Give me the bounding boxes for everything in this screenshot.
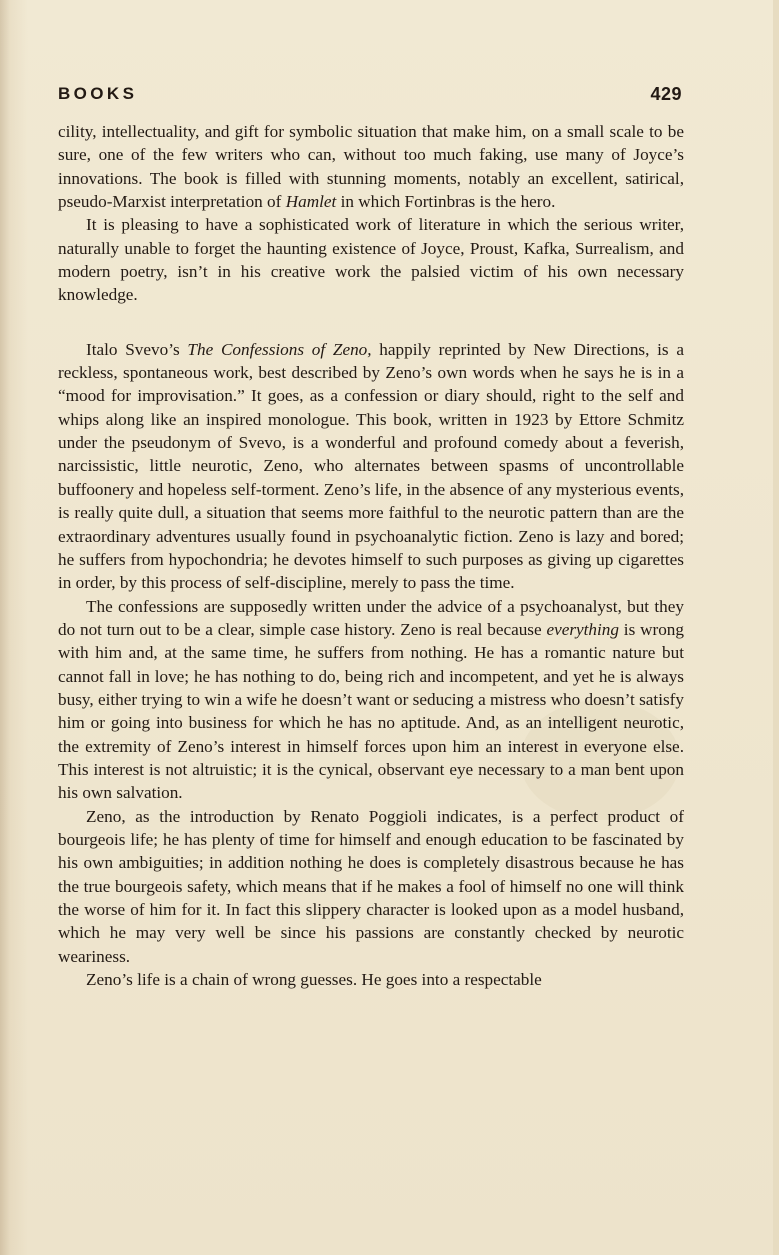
text-span: The confessions are supposedly written under the advice of a psychoanalyst, but they do not turn out to be a clear, simple case history. Zeno is real because [58,596,684,639]
text-span: Zeno’s life is a chain of wrong guesses. He goes into a respectable [86,970,542,990]
page-edge [773,0,779,1255]
body-text [58,120,684,991]
paragraph [58,595,684,805]
text-span: is wrong with him and, at the same time, he suffers from nothing. He has a romantic nature but cannot fall in love; he has nothing to do, being rich and incompetent, and yet he is always busy, either trying to win a wife he doesn’t want or seducing a mistress who doesn’t satisfy him or going into business for which he has no aptitude. And, as an intelligent neurotic, the extremity of Zeno’s interest in himself forces upon him an interest in everyone else. This interest is not altruistic; it is the cynical, observant eye necessary to a man bent upon his own salvation. [58,619,684,803]
page-number: 429 [650,84,682,104]
text-span: Zeno, as the introduction by Renato Poggioli indicates, is a perfect product of bourgeois life; he has plenty of time for himself and enough education to be fascinated by his own ambiguities; in addition nothing he does is completely disastrous because he has the true bourgeois safety, which means that if he makes a fool of himself no one will think the worse of him for it. In fact this slippery character is looked upon as a model husband, which he may very well be since his passions are constantly checked by neurotic weariness. [58,806,684,966]
text-span: in which Fortinbras is the hero. [336,192,556,212]
running-head [58,84,682,108]
paragraph [58,968,684,991]
italic-title: Hamlet [285,192,337,212]
paragraph [58,338,684,595]
italic-title: The Confessions of Zeno, [187,339,372,359]
paragraph [58,213,684,306]
section-label: BOOKS [58,84,138,103]
text-span: happily reprinted by New Directions, is a reckless, spontaneous work, best described by Zeno’s own words when he says he is in a “mood for improvisation.” It goes, as a confession or diary should, right to the self and whips along like an inspired monologue. This book, written in 1923 by Ettore Schmitz under the pseudonym of Svevo, is a wonderful and profound comedy about a feverish, narcissistic, little neurotic, Zeno, who alternates between spasms of uncontrollable buffoonery and hopeless self-torment. Zeno’s life, in the absence of any mysterious events, is really quite dull, a situation that seems more faithful to the neurotic pattern than are the extraordinary adventures usually found in psychoanalytic fiction. Zeno is lazy and bored; he suffers from hypochondria; he devotes himself to such purposes as giving up cigarettes in order, by this process of self-discipline, merely to pass the time. [58,339,684,593]
italic-emphasis: everything [546,619,619,639]
text-span: cility, intellectuality, and gift for symbolic situation that make him, on a small scale to be sure, one of the few writers who can, without too much faking, use many of Joyce’s innovations. The book is filled with stunning moments, notably an excellent, satirical, pseudo-Marxist interpretation of [58,122,684,212]
paragraph [58,120,684,213]
text-span: Italo Svevo’s [86,339,188,359]
paragraph [58,805,684,968]
text-span: It is pleasing to have a sophisticated work of literature in which the serious writer, naturally unable to forget the haunting existence of Joyce, Proust, Kafka, Surrealism, and modern poetry, isn’t in his creative work the palsied victim of his own necessary knowledge. [58,215,684,305]
